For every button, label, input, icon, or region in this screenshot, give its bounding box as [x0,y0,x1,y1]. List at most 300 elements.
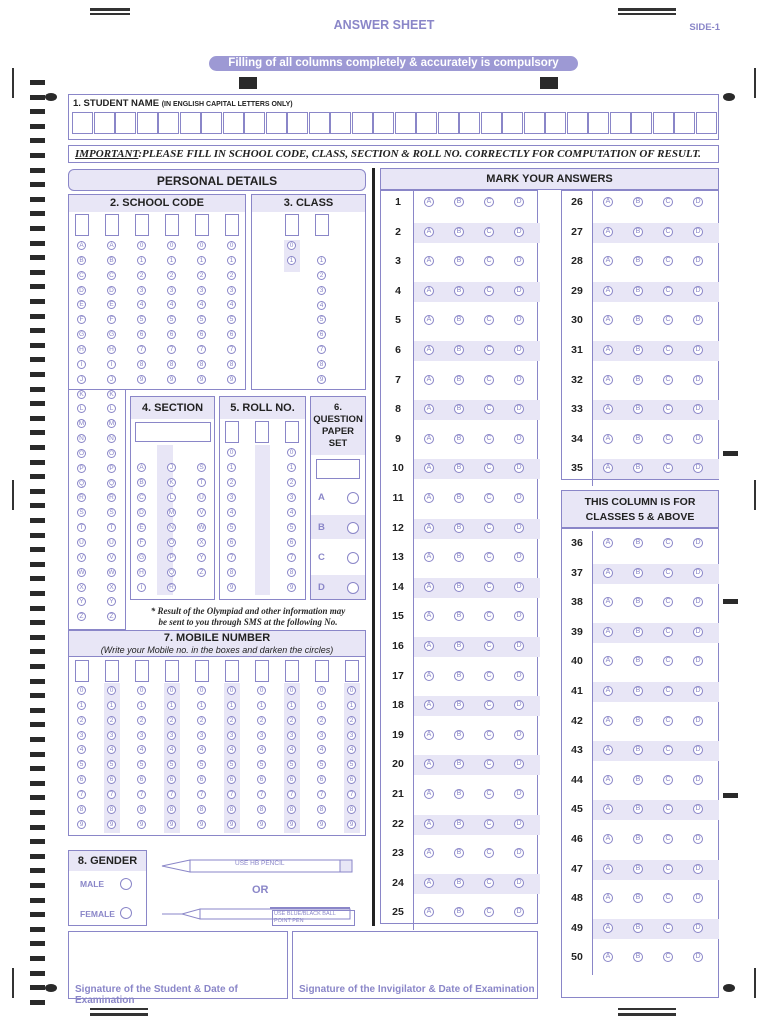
school-code-bubble[interactable]: V [107,553,116,562]
qp-set-bubble[interactable] [347,552,359,564]
roll-no-bubble[interactable]: 3 [287,493,296,502]
school-code-bubble[interactable]: N [77,434,86,443]
answer-bubble[interactable]: C [663,315,673,325]
mobile-bubble[interactable]: 7 [167,790,176,799]
answer-bubble[interactable]: B [633,686,643,696]
roll-no-box[interactable] [285,421,299,443]
answer-bubble[interactable]: A [424,345,434,355]
school-code-bubble[interactable]: F [107,315,116,324]
mobile-bubble[interactable]: 7 [77,790,86,799]
school-code-box[interactable] [135,214,149,236]
school-code-bubble[interactable]: H [77,345,86,354]
section-bubble[interactable]: O [168,539,175,546]
mobile-bubble[interactable]: 9 [77,820,86,829]
answer-bubble[interactable]: C [484,345,494,355]
answer-bubble[interactable]: A [424,700,434,710]
answer-bubble[interactable]: D [693,834,703,844]
school-code-bubble[interactable]: D [77,286,86,295]
mobile-bubble[interactable]: 9 [287,820,296,829]
school-code-bubble[interactable]: O [108,449,115,457]
answer-bubble[interactable]: C [663,375,673,385]
answer-bubble[interactable]: A [603,834,613,844]
answer-bubble[interactable]: D [693,656,703,666]
gender-female-bubble[interactable] [120,907,132,919]
answer-bubble[interactable]: A [424,819,434,829]
section-bubble[interactable]: J [167,463,176,472]
school-code-bubble[interactable]: 1 [167,256,176,265]
answer-bubble[interactable]: A [424,611,434,621]
name-letter-box[interactable] [373,112,394,134]
mobile-digit-box[interactable] [315,660,329,682]
mobile-bubble[interactable]: 4 [317,745,326,754]
school-code-bubble[interactable]: H [107,345,116,354]
answer-bubble[interactable]: A [424,582,434,592]
answer-bubble[interactable]: D [514,552,524,562]
answer-bubble[interactable]: A [603,656,613,666]
answer-bubble[interactable]: A [603,597,613,607]
mobile-bubble[interactable]: 6 [197,775,206,784]
answer-bubble[interactable]: D [514,700,524,710]
answer-bubble[interactable]: C [484,759,494,769]
mobile-bubble[interactable]: 0 [167,686,176,695]
roll-no-bubble[interactable]: 2 [227,478,236,487]
name-letter-box[interactable] [309,112,330,134]
answer-bubble[interactable]: D [693,345,703,355]
answer-bubble[interactable]: B [633,256,643,266]
answer-bubble[interactable]: D [514,197,524,207]
answer-bubble[interactable]: C [663,627,673,637]
roll-no-box[interactable] [255,421,269,443]
school-code-bubble[interactable]: 8 [167,360,176,369]
answer-bubble[interactable]: C [484,197,494,207]
answer-bubble[interactable]: D [514,434,524,444]
class-bubble[interactable]: 1 [317,256,326,265]
mobile-bubble[interactable]: 7 [227,790,236,799]
answer-bubble[interactable]: D [514,907,524,917]
name-letter-box[interactable] [330,112,351,134]
mobile-bubble[interactable]: 3 [347,731,356,740]
qp-set-bubble[interactable] [347,582,359,594]
answer-bubble[interactable]: C [484,523,494,533]
answer-bubble[interactable]: C [663,463,673,473]
school-code-bubble[interactable]: 4 [167,300,176,309]
answer-bubble[interactable]: A [424,789,434,799]
school-code-bubble[interactable]: 6 [227,330,236,339]
school-code-bubble[interactable]: L [77,404,86,413]
mobile-bubble[interactable]: 9 [227,820,236,829]
answer-bubble[interactable]: B [454,878,464,888]
class-bubble[interactable]: 5 [317,315,326,324]
mobile-bubble[interactable]: 1 [347,701,356,710]
school-code-bubble[interactable]: 8 [197,360,206,369]
answer-bubble[interactable]: A [424,878,434,888]
school-code-bubble[interactable]: 9 [137,375,146,384]
answer-bubble[interactable]: C [484,907,494,917]
roll-no-box[interactable] [225,421,239,443]
school-code-bubble[interactable]: 2 [167,271,176,280]
name-letter-box[interactable] [459,112,480,134]
roll-no-bubble[interactable]: 5 [287,523,296,532]
school-code-bubble[interactable]: Y [77,597,86,606]
mobile-bubble[interactable]: 9 [197,820,206,829]
answer-bubble[interactable]: C [484,404,494,414]
section-bubble[interactable]: C [137,493,146,502]
answer-bubble[interactable]: D [693,568,703,578]
answer-bubble[interactable]: A [424,641,434,651]
answer-bubble[interactable]: B [454,523,464,533]
mobile-bubble[interactable]: 8 [197,805,206,814]
section-bubble[interactable]: L [167,493,176,502]
answer-bubble[interactable]: C [484,493,494,503]
mobile-bubble[interactable]: 1 [77,701,86,710]
mobile-bubble[interactable]: 9 [167,820,176,829]
school-code-bubble[interactable]: 0 [137,241,146,250]
school-code-bubble[interactable]: D [107,286,116,295]
answer-bubble[interactable]: C [663,952,673,962]
roll-no-bubble[interactable]: 3 [227,493,236,502]
answer-bubble[interactable]: B [454,256,464,266]
section-bubble[interactable]: M [168,509,175,516]
name-letter-box[interactable] [545,112,566,134]
section-bubble[interactable]: F [137,538,146,547]
name-letter-box[interactable] [180,112,201,134]
school-code-bubble[interactable]: A [77,241,86,250]
answer-bubble[interactable]: A [603,627,613,637]
answer-bubble[interactable]: B [633,227,643,237]
mobile-bubble[interactable]: 0 [347,686,356,695]
mobile-bubble[interactable]: 5 [287,760,296,769]
answer-bubble[interactable]: C [663,197,673,207]
answer-bubble[interactable]: C [484,286,494,296]
mobile-bubble[interactable]: 4 [227,745,236,754]
answer-bubble[interactable]: D [514,789,524,799]
answer-bubble[interactable]: C [484,463,494,473]
name-letter-box[interactable] [137,112,158,134]
answer-bubble[interactable]: B [633,463,643,473]
school-code-bubble[interactable]: J [77,375,86,384]
answer-bubble[interactable]: B [454,789,464,799]
answer-bubble[interactable]: C [484,641,494,651]
mobile-bubble[interactable]: 6 [227,775,236,784]
answer-bubble[interactable]: A [603,952,613,962]
school-code-bubble[interactable]: O [78,449,85,457]
section-bubble[interactable]: B [137,478,146,487]
answer-bubble[interactable]: D [514,611,524,621]
answer-bubble[interactable]: B [454,463,464,473]
school-code-bubble[interactable]: 5 [197,315,206,324]
mobile-digit-box[interactable] [75,660,89,682]
school-code-bubble[interactable]: 7 [197,345,206,354]
answer-bubble[interactable]: B [454,286,464,296]
school-code-bubble[interactable]: 3 [197,286,206,295]
answer-bubble[interactable]: D [693,286,703,296]
answer-bubble[interactable]: A [424,671,434,681]
school-code-bubble[interactable]: C [107,271,116,280]
mobile-bubble[interactable]: 4 [287,745,296,754]
answer-bubble[interactable]: A [424,552,434,562]
school-code-bubble[interactable]: 6 [167,330,176,339]
school-code-bubble[interactable]: 9 [167,375,176,384]
answer-bubble[interactable]: A [424,730,434,740]
answer-bubble[interactable]: D [693,952,703,962]
school-code-bubble[interactable]: 5 [167,315,176,324]
answer-bubble[interactable]: B [454,552,464,562]
school-code-bubble[interactable]: 3 [227,286,236,295]
answer-bubble[interactable]: C [484,700,494,710]
answer-bubble[interactable]: C [663,227,673,237]
mobile-bubble[interactable]: 1 [137,701,146,710]
answer-bubble[interactable]: D [693,597,703,607]
mobile-digit-box[interactable] [345,660,359,682]
answer-bubble[interactable]: A [424,286,434,296]
answer-bubble[interactable]: D [693,775,703,785]
mobile-bubble[interactable]: 4 [107,745,116,754]
name-letter-box[interactable] [266,112,287,134]
mobile-bubble[interactable]: 8 [107,805,116,814]
answer-bubble[interactable]: B [454,641,464,651]
answer-bubble[interactable]: C [484,582,494,592]
mobile-bubble[interactable]: 3 [227,731,236,740]
mobile-bubble[interactable]: 0 [287,686,296,695]
answer-bubble[interactable]: C [663,923,673,933]
answer-bubble[interactable]: A [603,745,613,755]
mobile-bubble[interactable]: 4 [137,745,146,754]
mobile-bubble[interactable]: 2 [107,716,116,725]
roll-no-bubble[interactable]: 7 [287,553,296,562]
mobile-bubble[interactable]: 5 [317,760,326,769]
answer-bubble[interactable]: A [424,197,434,207]
name-letter-box[interactable] [696,112,717,134]
section-bubble[interactable]: X [197,538,206,547]
answer-bubble[interactable]: D [693,256,703,266]
mobile-bubble[interactable]: 0 [197,686,206,695]
answer-bubble[interactable]: A [603,893,613,903]
mobile-bubble[interactable]: 7 [347,790,356,799]
school-code-bubble[interactable]: N [107,434,116,443]
school-code-bubble[interactable]: 5 [227,315,236,324]
answer-bubble[interactable]: D [514,878,524,888]
school-code-bubble[interactable]: M [108,420,115,428]
student-signature-box[interactable] [68,931,288,1006]
school-code-bubble[interactable]: Q [108,479,115,487]
answer-bubble[interactable]: B [633,597,643,607]
section-bubble[interactable]: P [167,553,176,562]
roll-no-bubble[interactable]: 6 [227,538,236,547]
answer-bubble[interactable]: A [603,375,613,385]
mobile-bubble[interactable]: 6 [167,775,176,784]
answer-bubble[interactable]: D [693,686,703,696]
answer-bubble[interactable]: C [663,538,673,548]
answer-bubble[interactable]: D [514,463,524,473]
school-code-bubble[interactable]: I [77,360,86,369]
mobile-bubble[interactable]: 5 [197,760,206,769]
section-bubble[interactable]: T [197,478,206,487]
answer-bubble[interactable]: B [633,375,643,385]
school-code-bubble[interactable]: G [108,331,115,339]
school-code-bubble[interactable]: 1 [137,256,146,265]
answer-bubble[interactable]: C [484,227,494,237]
school-code-bubble[interactable]: M [78,420,85,428]
name-letter-box[interactable] [416,112,437,134]
answer-bubble[interactable]: B [633,804,643,814]
answer-bubble[interactable]: B [454,227,464,237]
mobile-bubble[interactable]: 9 [347,820,356,829]
answer-bubble[interactable]: C [484,819,494,829]
school-code-bubble[interactable]: L [107,404,116,413]
name-letter-box[interactable] [674,112,695,134]
answer-bubble[interactable]: D [514,256,524,266]
school-code-bubble[interactable]: 8 [227,360,236,369]
answer-bubble[interactable]: C [663,834,673,844]
school-code-bubble[interactable]: K [107,390,116,399]
mobile-bubble[interactable]: 8 [167,805,176,814]
section-bubble[interactable]: E [137,523,146,532]
school-code-bubble[interactable]: W [78,568,85,576]
roll-no-bubble[interactable]: 0 [227,448,236,457]
mobile-bubble[interactable]: 1 [317,701,326,710]
mobile-bubble[interactable]: 6 [317,775,326,784]
mobile-bubble[interactable]: 1 [107,701,116,710]
answer-bubble[interactable]: D [514,819,524,829]
school-code-bubble[interactable]: B [107,256,116,265]
mobile-bubble[interactable]: 3 [107,731,116,740]
answer-bubble[interactable]: C [663,745,673,755]
answer-bubble[interactable]: D [514,345,524,355]
mobile-bubble[interactable]: 0 [257,686,266,695]
answer-bubble[interactable]: C [663,597,673,607]
school-code-bubble[interactable]: Q [78,479,85,487]
section-bubble[interactable]: Y [197,553,206,562]
class-bubble[interactable]: 3 [317,286,326,295]
mobile-bubble[interactable]: 7 [257,790,266,799]
answer-bubble[interactable]: D [693,804,703,814]
class-bubble[interactable]: 4 [317,301,326,310]
mobile-bubble[interactable]: 6 [137,775,146,784]
school-code-bubble[interactable]: S [107,508,116,517]
answer-bubble[interactable]: D [514,227,524,237]
answer-bubble[interactable]: A [424,256,434,266]
answer-bubble[interactable]: A [424,375,434,385]
answer-bubble[interactable]: B [633,923,643,933]
name-letter-box[interactable] [352,112,373,134]
school-code-bubble[interactable]: 6 [197,330,206,339]
school-code-bubble[interactable]: 6 [137,330,146,339]
answer-bubble[interactable]: C [663,434,673,444]
answer-bubble[interactable]: C [484,878,494,888]
school-code-bubble[interactable]: F [77,315,86,324]
mobile-bubble[interactable]: 1 [227,701,236,710]
answer-bubble[interactable]: A [603,286,613,296]
answer-bubble[interactable]: B [633,716,643,726]
mobile-bubble[interactable]: 2 [77,716,86,725]
name-letter-box[interactable] [395,112,416,134]
answer-bubble[interactable]: B [454,404,464,414]
answer-bubble[interactable]: A [603,923,613,933]
answer-bubble[interactable]: A [603,463,613,473]
answer-bubble[interactable]: B [633,775,643,785]
school-code-bubble[interactable]: 0 [227,241,236,250]
school-code-bubble[interactable]: 7 [227,345,236,354]
mobile-bubble[interactable]: 5 [167,760,176,769]
answer-bubble[interactable]: C [663,804,673,814]
mobile-bubble[interactable]: 4 [77,745,86,754]
answer-bubble[interactable]: B [454,197,464,207]
mobile-bubble[interactable]: 6 [107,775,116,784]
name-letter-box[interactable] [201,112,222,134]
mobile-bubble[interactable]: 1 [167,701,176,710]
answer-bubble[interactable]: D [693,315,703,325]
school-code-bubble[interactable]: V [77,553,86,562]
answer-bubble[interactable]: D [514,848,524,858]
answer-bubble[interactable]: B [633,197,643,207]
answer-bubble[interactable]: C [663,686,673,696]
mobile-bubble[interactable]: 1 [257,701,266,710]
section-bubble[interactable]: Z [197,568,206,577]
section-input[interactable] [135,422,211,442]
answer-bubble[interactable]: B [633,538,643,548]
answer-bubble[interactable]: A [603,345,613,355]
name-letter-box[interactable] [438,112,459,134]
answer-bubble[interactable]: C [484,434,494,444]
mobile-digit-box[interactable] [105,660,119,682]
answer-bubble[interactable]: A [424,759,434,769]
roll-no-bubble[interactable]: 4 [227,508,236,517]
school-code-box[interactable] [105,214,119,236]
answer-bubble[interactable]: A [603,804,613,814]
mobile-bubble[interactable]: 3 [317,731,326,740]
section-bubble[interactable]: W [198,524,205,531]
school-code-bubble[interactable]: 9 [197,375,206,384]
answer-bubble[interactable]: B [633,315,643,325]
school-code-bubble[interactable]: R [77,493,86,502]
answer-bubble[interactable]: A [424,523,434,533]
name-letter-box[interactable] [287,112,308,134]
roll-no-bubble[interactable]: 8 [287,568,296,577]
roll-no-bubble[interactable]: 5 [227,523,236,532]
answer-bubble[interactable]: C [663,656,673,666]
answer-bubble[interactable]: D [514,641,524,651]
answer-bubble[interactable]: D [514,286,524,296]
school-code-bubble[interactable]: 9 [227,375,236,384]
qp-set-bubble[interactable] [347,492,359,504]
answer-bubble[interactable]: B [633,434,643,444]
section-bubble[interactable]: U [197,493,206,502]
mobile-bubble[interactable]: 8 [317,805,326,814]
school-code-bubble[interactable]: R [107,493,116,502]
mobile-bubble[interactable]: 4 [347,745,356,754]
answer-bubble[interactable]: B [454,907,464,917]
school-code-bubble[interactable]: 2 [227,271,236,280]
school-code-bubble[interactable]: U [107,538,116,547]
school-code-bubble[interactable]: W [108,568,115,576]
section-bubble[interactable]: D [137,508,146,517]
mobile-digit-box[interactable] [285,660,299,682]
class-box[interactable] [315,214,329,236]
answer-bubble[interactable]: A [424,907,434,917]
school-code-box[interactable] [195,214,209,236]
answer-bubble[interactable]: A [603,404,613,414]
name-letter-box[interactable] [631,112,652,134]
school-code-bubble[interactable]: Y [107,597,116,606]
mobile-digit-box[interactable] [255,660,269,682]
answer-bubble[interactable]: B [633,834,643,844]
school-code-bubble[interactable]: 1 [197,256,206,265]
school-code-bubble[interactable]: P [77,464,86,473]
answer-bubble[interactable]: D [693,716,703,726]
answer-bubble[interactable]: C [484,256,494,266]
answer-bubble[interactable]: A [424,493,434,503]
answer-bubble[interactable]: C [484,789,494,799]
